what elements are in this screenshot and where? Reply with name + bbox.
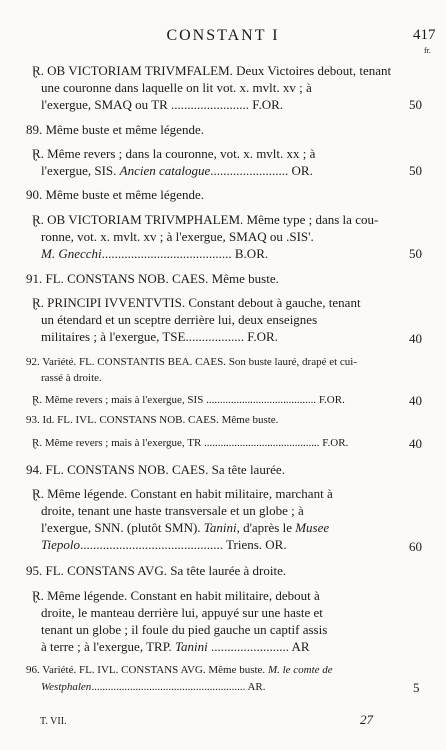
entry-line: Ɽ. Même revers ; mais à l'exergue, SIS ........................................ F.OR. [32,394,345,406]
entry-value: 50 [409,163,422,178]
entry-heading: 92. Variété. FL. CONSTANTIS BEA. CAES. Son buste lauré, drapé et cui- [26,356,358,368]
entry-line: ronne, vot. x. mvlt. xv ; à l'exergue, SMAQ ou .SIS'. [41,229,314,244]
entry-line: Ɽ. OB VICTORIAM TRIVMPHALEM. Même type ; dans la cou- [32,212,379,227]
entry-line: Ɽ. Même revers ; mais à l'exergue, TR .......................................... F.OR. [32,437,349,449]
entry-line: Westphalen........................................................ AR. [41,681,266,693]
entry-line: un étendard et un sceptre derrière lui, deux enseignes [41,312,318,327]
entry-heading: 94. FL. CONSTANS NOB. CAES. Sa tête laurée. [26,462,285,477]
entry-line: Ɽ. PRINCIPI IVVENTVTIS. Constant debout à gauche, tenant [32,295,361,310]
entry-heading: 91. FL. CONSTANS NOB. CAES. Même buste. [26,271,279,286]
entry-line: Tiepolo............................................ Triens. OR. [41,537,287,552]
entry-line: à terre ; à l'exergue, TRP. Tanini ........................ AR [41,639,310,654]
entry-heading: 96. Variété. FL. IVL. CONSTANS AVG. Même buste. M. le comte de [26,664,333,676]
entry-line: Ɽ. Même revers ; dans la couronne, vot. x. mvlt. xx ; à [32,146,316,161]
entry-heading: 93. Id. FL. IVL. CONSTANS NOB. CAES. Même buste. [26,414,279,426]
entry-heading: 90. Même buste et même légende. [26,187,204,202]
entry-heading: 89. Même buste et même légende. [26,122,204,137]
entry-line: M. Gnecchi........................................ B.OR. [41,246,269,261]
signature-mark: 27 [360,712,373,727]
entry-line: droite, tenant une haste transversale et un globe ; à [41,503,304,518]
volume-mark: T. VII. [40,716,67,727]
entry-line: l'exergue, SMAQ ou TR ........................ F.OR. [41,97,284,112]
entry-line: tenant un globe ; il foule du pied gauche un captif assis [41,622,328,637]
page-side-note: fr. [424,46,431,55]
entry-line: droite, le manteau derrière lui, appuyé sur une haste et [41,605,323,620]
page-number: 417 [413,27,436,43]
entry-value: 40 [409,436,422,451]
entry-line: militaires ; à l'exergue, TSE.................. F.OR. [41,329,278,344]
entry-value: 50 [409,246,422,261]
entry-value: 60 [409,539,422,554]
entry-line: Ɽ. Même légende. Constant en habit militaire, marchant à [32,486,333,501]
entry-line: une couronne dans laquelle on lit vot. x. mvlt. xv ; à [41,80,312,95]
entry-heading: 95. FL. CONSTANS AVG. Sa tête laurée à droite. [26,563,287,578]
page-title: CONSTANT I [166,27,280,44]
entry-line: l'exergue, SIS. Ancien catalogue........................ OR. [41,163,313,178]
entry-value: 40 [409,331,422,346]
entry-line: Ɽ. Même légende. Constant en habit militaire, debout à [32,588,320,603]
entry-value: 50 [409,97,422,112]
entry-value: 40 [409,393,422,408]
entry-line: l'exergue, SNN. (plutôt SMN). Tanini, d'après le Musee [41,520,330,535]
entry-line: Ɽ. OB VICTORIAM TRIVMFALEM. Deux Victoires debout, tenant [32,63,392,78]
entry-line: rassé à droite. [41,372,102,384]
entry-value: 5 [413,680,420,695]
